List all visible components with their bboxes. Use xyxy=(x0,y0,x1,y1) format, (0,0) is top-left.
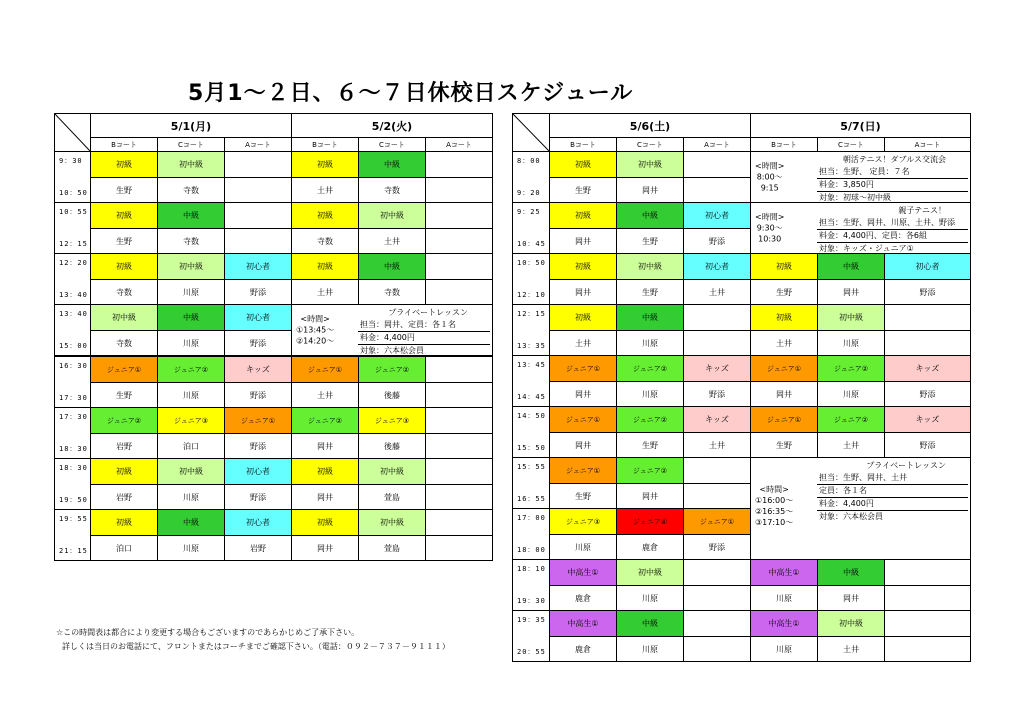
coach-name: 土井 xyxy=(292,383,359,408)
day-header-0506: 5/6(土) xyxy=(550,114,751,138)
coach-name: 野添 xyxy=(684,535,751,560)
level-cell: 初級 xyxy=(751,305,818,331)
coach-name: 川原 xyxy=(617,586,684,611)
level-cell: ジュニア② xyxy=(158,357,225,383)
time-slot: 13：45 14：45 xyxy=(513,356,550,407)
coach-name: 萱島 xyxy=(359,536,426,561)
court-header-c: Cコート xyxy=(818,138,885,152)
level-cell: 初心者 xyxy=(225,459,292,485)
coach-name: 野添 xyxy=(225,280,292,305)
coach-name: 土井 xyxy=(550,331,617,356)
time-slot: 18：30 19：50 xyxy=(55,459,91,510)
time-slot: 10：50 12：10 xyxy=(513,254,550,305)
court-header-c: Cコート xyxy=(617,138,684,152)
event-private-0507: <時間> ①16:00～ ②16:35～ ③17:10～ プライベートレッスン 担当：生野、岡井、土井 定員：各１名 料金：4,400円 対象：六本松会員 xyxy=(751,458,971,560)
level-cell: 初級 xyxy=(550,305,617,331)
coach-name: 川原 xyxy=(818,331,885,356)
level-cell: 中級 xyxy=(818,560,885,586)
coach-name: 川原 xyxy=(158,331,225,356)
coach-name: 岡井 xyxy=(818,280,885,305)
coach-name: 生野 xyxy=(91,178,158,203)
level-cell: ジュニア② xyxy=(359,357,426,383)
level-cell: 初中級 xyxy=(359,203,426,229)
level-cell: 初中級 xyxy=(158,459,225,485)
level-cell: ジュニア① xyxy=(550,407,617,433)
level-cell: 初級 xyxy=(292,510,359,536)
coach-name: 生野 xyxy=(91,229,158,254)
coach-name: 岡井 xyxy=(292,434,359,459)
time-slot: 13：40 15：00 xyxy=(55,305,91,356)
level-cell: 初中級 xyxy=(158,152,225,178)
level-cell: キッズ xyxy=(684,356,751,382)
court-header-c: Cコート xyxy=(359,138,426,152)
time-slot: 9：30 10：50 xyxy=(55,152,91,203)
level-cell: 初級 xyxy=(550,203,617,229)
coach-name: 泊口 xyxy=(91,536,158,561)
level-cell: 初級 xyxy=(91,203,158,229)
level-cell: ジュニア① xyxy=(91,357,158,383)
level-cell: 初級 xyxy=(91,459,158,485)
level-cell: 初中級 xyxy=(359,459,426,485)
level-cell: ジュニア① xyxy=(751,356,818,382)
coach-name: 寺数 xyxy=(91,280,158,305)
coach-name: 土井 xyxy=(359,229,426,254)
level-cell: 初級 xyxy=(292,203,359,229)
coach-name: 土井 xyxy=(292,280,359,305)
level-cell: 初級 xyxy=(751,254,818,280)
level-cell: 初級 xyxy=(550,254,617,280)
level-cell: 初級 xyxy=(550,152,617,178)
coach-name: 岡井 xyxy=(818,586,885,611)
schedule-table-left xyxy=(54,113,493,561)
level-cell: 中級 xyxy=(158,305,225,331)
coach-name: 寺数 xyxy=(91,331,158,356)
coach-name: 野添 xyxy=(684,229,751,254)
level-cell: 中級 xyxy=(359,152,426,178)
coach-name: 土井 xyxy=(684,433,751,458)
level-cell: ジュニア② xyxy=(91,408,158,434)
level-cell: 初中級 xyxy=(617,254,684,280)
time-slot: 10：55 12：15 xyxy=(55,203,91,254)
level-cell: ジュニア② xyxy=(818,356,885,382)
coach-name: 川原 xyxy=(158,383,225,408)
event-morning-0507: <時間> 8:00～ 9:15 朝活テニス！ダブルス交流会 担当：生野、 定員：７名 料金：3,850円 対象：初球～初中級 xyxy=(751,152,971,203)
coach-name: 川原 xyxy=(158,280,225,305)
event-parent-0507: <時間> 9:30～ 10:30 親子テニス！ 担当：生野、岡井、川原、土井、野添 料金：4,400円、定員：各6組 対象：キッズ・ジュニア① xyxy=(751,203,971,254)
coach-name: 川原 xyxy=(818,382,885,407)
day-header-0507: 5/7(日) xyxy=(751,114,971,138)
court-header-a: Aコート xyxy=(225,138,292,152)
level-cell: 中級 xyxy=(617,203,684,229)
level-cell: 中高生① xyxy=(751,611,818,637)
level-cell: 中級 xyxy=(158,510,225,536)
level-cell: 初心者 xyxy=(885,254,971,280)
time-slot: 8：00 9：20 xyxy=(513,152,550,203)
coach-name: 岩野 xyxy=(91,434,158,459)
coach-name: 川原 xyxy=(617,331,684,356)
coach-name: 川原 xyxy=(550,535,617,560)
coach-name: 野添 xyxy=(684,382,751,407)
coach-name: 岡井 xyxy=(292,485,359,510)
court-header-b: Bコート xyxy=(550,138,617,152)
level-cell: ジュニア① xyxy=(684,509,751,535)
coach-name: 生野 xyxy=(617,280,684,305)
level-cell: ジュニア① xyxy=(751,407,818,433)
coach-name: 鹿倉 xyxy=(617,535,684,560)
event-doubles-0501 xyxy=(91,356,292,357)
level-cell: ジュニア① xyxy=(292,357,359,383)
level-cell: 中高生① xyxy=(550,611,617,637)
time-slot: 12：20 13：40 xyxy=(55,254,91,305)
footnote-2: 詳しくは当日のお電話にて、フロントまたはコーチまでご確認下さい。（電話：０９２－７３７－９１１１） xyxy=(62,642,450,651)
coach-name: 川原 xyxy=(617,637,684,662)
coach-name: 生野 xyxy=(617,229,684,254)
court-header-b: Bコート xyxy=(91,138,158,152)
time-slot: 19：55 21：15 xyxy=(55,510,91,561)
level-cell: キッズ xyxy=(885,407,971,433)
coach-name: 岡井 xyxy=(550,382,617,407)
coach-name: 野添 xyxy=(885,280,971,305)
court-header-a: Aコート xyxy=(426,138,493,152)
level-cell: ジュニア② xyxy=(818,407,885,433)
coach-name: 野添 xyxy=(885,382,971,407)
level-cell: 初心者 xyxy=(684,254,751,280)
event-private-0502: <時間> ①13:45～ ②14:20～ プライベートレッスン 担当：岡井、定員：各１名 料金：4,400円 対象：六本松会員 xyxy=(292,305,493,356)
coach-name: 鹿倉 xyxy=(550,637,617,662)
level-cell: 初心者 xyxy=(225,305,292,331)
time-slot: 19：35 20：55 xyxy=(513,611,550,662)
day-header-0502: 5/2(火) xyxy=(292,114,493,138)
coach-name: 寺数 xyxy=(359,178,426,203)
level-cell: ジュニア① xyxy=(550,356,617,382)
level-cell: 中級 xyxy=(617,611,684,637)
level-cell: 中高生① xyxy=(751,560,818,586)
coach-name: 後藤 xyxy=(359,434,426,459)
coach-name: 泊口 xyxy=(158,434,225,459)
court-header-c: Cコート xyxy=(158,138,225,152)
level-cell: ジュニア② xyxy=(292,408,359,434)
level-cell: 中級 xyxy=(359,254,426,280)
level-cell: キッズ xyxy=(885,356,971,382)
level-cell: 中高生① xyxy=(550,560,617,586)
coach-name: 生野 xyxy=(617,433,684,458)
level-cell: 初級 xyxy=(292,254,359,280)
coach-name: 岩野 xyxy=(225,536,292,561)
coach-name: 川原 xyxy=(158,536,225,561)
coach-name: 生野 xyxy=(751,433,818,458)
footnote-1: ☆この時間表は都合により変更する場合もございますのであらかじめご了承下さい。 xyxy=(56,628,360,637)
time-slot: 16：30 17：30 xyxy=(55,357,91,408)
coach-name: 川原 xyxy=(751,586,818,611)
coach-name: 生野 xyxy=(550,484,617,509)
coach-name: 岡井 xyxy=(292,536,359,561)
level-cell: 初級 xyxy=(292,459,359,485)
day-header-0501: 5/1(月) xyxy=(91,114,292,138)
court-header-a: Aコート xyxy=(684,138,751,152)
coach-name: 寺数 xyxy=(158,229,225,254)
coach-name: 土井 xyxy=(292,178,359,203)
level-cell: 初心者 xyxy=(684,203,751,229)
coach-name: 土井 xyxy=(818,433,885,458)
coach-name: 土井 xyxy=(684,280,751,305)
coach-name: 岡井 xyxy=(617,484,684,509)
time-slot: 18：10 19：30 xyxy=(513,560,550,611)
level-cell: 中級 xyxy=(818,254,885,280)
level-cell: 中級 xyxy=(158,203,225,229)
coach-name: 寺数 xyxy=(359,280,426,305)
coach-name: 萱島 xyxy=(359,485,426,510)
level-cell: ジュニア③ xyxy=(550,509,617,535)
coach-name: 岩野 xyxy=(91,485,158,510)
coach-name: 川原 xyxy=(617,382,684,407)
court-header-b: Bコート xyxy=(292,138,359,152)
coach-name: 岡井 xyxy=(550,280,617,305)
level-cell: 初心者 xyxy=(225,510,292,536)
coach-name: 岡井 xyxy=(550,229,617,254)
coach-name: 岡井 xyxy=(550,433,617,458)
time-slot: 12：15 13：35 xyxy=(513,305,550,356)
level-cell: ジュニア② xyxy=(617,356,684,382)
level-cell: ジュニア③ xyxy=(359,408,426,434)
coach-name: 鹿倉 xyxy=(550,586,617,611)
coach-name: 土井 xyxy=(818,637,885,662)
level-cell: キッズ xyxy=(225,357,292,383)
level-cell: ジュニア② xyxy=(617,407,684,433)
level-cell: 初中級 xyxy=(91,305,158,331)
coach-name: 野添 xyxy=(225,383,292,408)
coach-name: 川原 xyxy=(158,485,225,510)
coach-name: 生野 xyxy=(751,280,818,305)
coach-name: 寺数 xyxy=(158,178,225,203)
table-corner xyxy=(513,114,550,152)
event-doubles-0502 xyxy=(292,356,493,357)
level-cell: 初中級 xyxy=(359,510,426,536)
level-cell: キッズ xyxy=(684,407,751,433)
court-header-a: Aコート xyxy=(885,138,971,152)
level-cell: 初中級 xyxy=(617,560,684,586)
level-cell: 初級 xyxy=(91,152,158,178)
level-cell: 初中級 xyxy=(818,611,885,637)
level-cell: 初級 xyxy=(292,152,359,178)
level-cell: 初級 xyxy=(91,254,158,280)
time-slot: 17：00 18：00 xyxy=(513,509,550,560)
coach-name: 川原 xyxy=(751,637,818,662)
coach-name: 野添 xyxy=(885,433,971,458)
level-cell: ジュニア④ xyxy=(617,509,684,535)
coach-name: 生野 xyxy=(550,178,617,203)
court-header-b: Bコート xyxy=(751,138,818,152)
level-cell: ジュニア② xyxy=(617,458,684,484)
coach-name: 岡井 xyxy=(617,178,684,203)
schedule-table-right xyxy=(512,113,971,662)
level-cell: 中級 xyxy=(617,305,684,331)
coach-name: 野添 xyxy=(225,485,292,510)
level-cell: 初中級 xyxy=(158,254,225,280)
level-cell: 初中級 xyxy=(617,152,684,178)
coach-name: 野添 xyxy=(225,331,292,356)
coach-name: 寺数 xyxy=(292,229,359,254)
level-cell: 初級 xyxy=(91,510,158,536)
time-slot: 17：30 18：30 xyxy=(55,408,91,459)
level-cell: ジュニア① xyxy=(550,458,617,484)
table-corner xyxy=(55,114,91,152)
level-cell: ジュニア③ xyxy=(158,408,225,434)
level-cell: 初心者 xyxy=(225,254,292,280)
coach-name: 土井 xyxy=(751,331,818,356)
time-slot: 14：50 15：50 xyxy=(513,407,550,458)
coach-name: 野添 xyxy=(225,434,292,459)
time-slot: 9：25 10：45 xyxy=(513,203,550,254)
coach-name: 後藤 xyxy=(359,383,426,408)
time-slot: 15：55 16：55 xyxy=(513,458,550,509)
coach-name: 岡井 xyxy=(751,382,818,407)
coach-name: 生野 xyxy=(91,383,158,408)
level-cell: 初中級 xyxy=(818,305,885,331)
level-cell: ジュニア① xyxy=(225,408,292,434)
page-title: 5月1～２日、６～７日休校日スケジュール xyxy=(188,81,634,106)
